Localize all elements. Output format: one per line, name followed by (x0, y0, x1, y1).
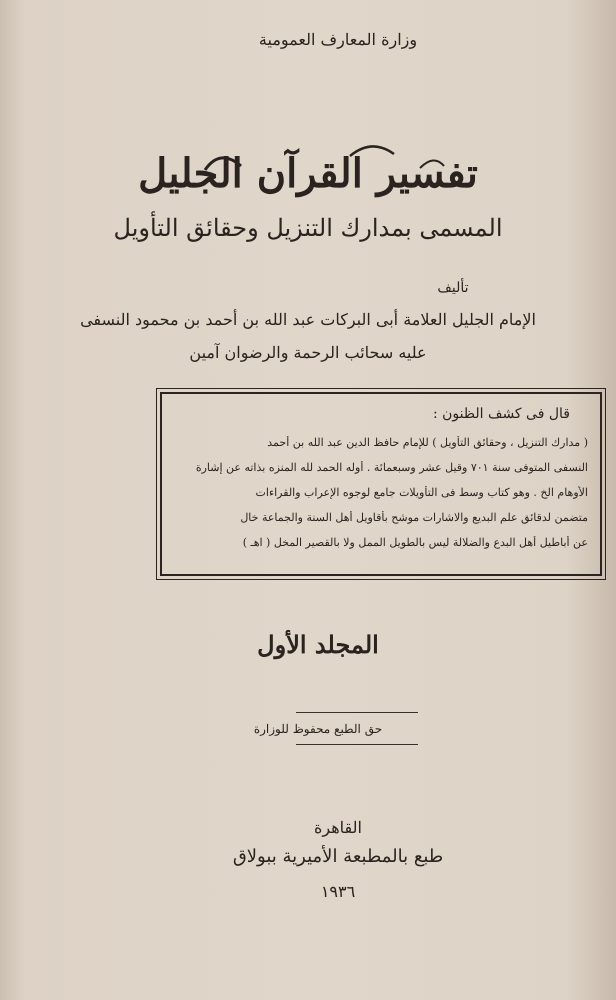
book-title: تفسير القرآن الجليل (138, 150, 478, 197)
author-name: الإمام الجليل العلامة أبى البركات عبد الله بن أحمد بن محمود النسفى (80, 310, 536, 329)
kashf-al-zunun-quote-box (160, 392, 602, 576)
quote-line: الأوهام الخ . وهو كتاب وسط فى التأويلات جامع لوجوه الإعراب والقراءات (255, 486, 588, 499)
ministry-heading: وزارة المعارف العمومية (258, 30, 418, 49)
book-subtitle: المسمى بمدارك التنزيل وحقائق التأويل (113, 214, 503, 242)
quote-heading: قال فى كشف الظنون : (432, 406, 570, 422)
rights-top-rule (296, 712, 418, 713)
printer-name: طبع بالمطبعة الأميرية ببولاق (232, 846, 444, 867)
copyright-notice: حق الطبع محفوظ للوزارة (253, 722, 383, 736)
volume-label: المجلد الأول (257, 630, 379, 659)
quote-line: عن أباطيل أهل البدع والضلالة ليس بالطويل الممل ولا بالقصير المخل ( اهـ ) (242, 536, 588, 549)
quote-line: متضمن لدقائق علم البديع والاشارات موشح بأقاويل أهل السنة والجماعة خال (240, 511, 588, 524)
publication-year: ١٩٣٦ (320, 882, 356, 901)
author-prayer: عليه سحائب الرحمة والرضوان آمين (189, 343, 427, 362)
publication-city: القاهرة (314, 818, 362, 837)
rights-bottom-rule (296, 744, 418, 745)
quote-line: النسفى المتوفى سنة ٧٠١ وقيل عشر وسبعمائة . أوله الحمد لله المنزه بذاته عن إشارة (195, 461, 588, 474)
quote-line: ( مدارك التنزيل ، وحقائق التأويل ) للإمام حافظ الدين عبد الله بن أحمد (267, 436, 588, 449)
author-label: تأليف (437, 280, 469, 296)
